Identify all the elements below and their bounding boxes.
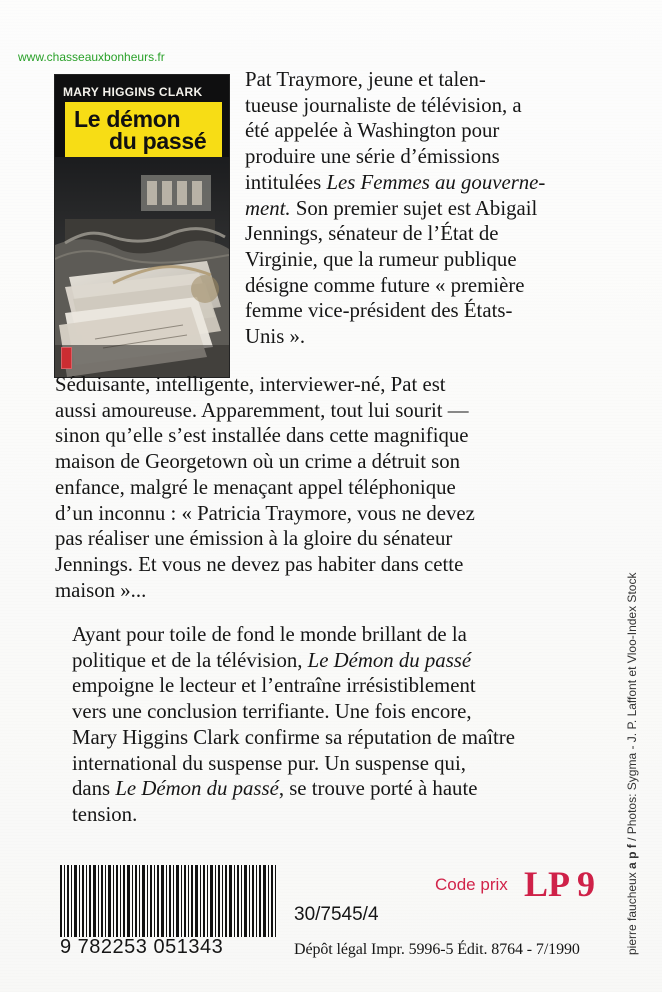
cover-title-box: [65, 102, 222, 158]
blurb-paragraph-2: [55, 372, 615, 603]
price-code-label: Code prix: [435, 875, 508, 894]
legal-deposit: Dépôt légal Impr. 5996-5 Édit. 8764 - 7/1990: [294, 941, 580, 958]
blurb-line: tension.: [72, 802, 138, 826]
cover-title-line-2: du passé: [109, 128, 207, 154]
blurb-line: maison »...: [55, 578, 147, 602]
blurb-line: international du suspense pur. Un suspense qui,: [72, 751, 466, 775]
blurb-line: Jennings. Et vous ne devez pas habiter dans cette: [55, 552, 464, 576]
cover-author: MARY HIGGINS CLARK: [63, 85, 203, 99]
barcode-bars: [60, 865, 278, 937]
barcode-number: 9 782253 051343: [60, 936, 224, 958]
blurb-paragraph-3: [72, 622, 615, 828]
price-code-value: LP 9: [524, 864, 596, 904]
cover-title-line-1: Le démon: [74, 106, 181, 132]
blurb-line: Pat Traymore, jeune et talen-: [245, 68, 486, 91]
blurb-line: Ayant pour toile de fond le monde brillant de la: [72, 623, 467, 646]
blurb-line: aussi amoureuse. Apparemment, tout lui sourit —: [55, 398, 469, 422]
blurb-line: enfance, malgré le menaçant appel téléphonique: [55, 475, 456, 499]
blurb-line: tueuse journaliste de télévision, a: [245, 93, 522, 117]
cover-illustration: [55, 157, 229, 377]
blurb-paragraph-1: [245, 67, 615, 350]
blurb-line: désigne comme future « première: [245, 273, 525, 297]
book-series-title-end: ment.: [245, 196, 291, 220]
blurb-line: d’un inconnu : « Patricia Traymore, vous ne devez: [55, 501, 475, 525]
watermark-url: www.chasseauxbonheurs.fr: [18, 50, 165, 64]
blurb-line: sinon qu’elle s’est installée dans cette magnifique: [55, 424, 469, 448]
photo-credits: [625, 573, 639, 955]
blurb-line: Unis ».: [245, 325, 306, 349]
catalog-number: 30/7545/4: [294, 904, 379, 925]
blurb-fragment: Son premier sujet est Abigail: [290, 196, 538, 220]
blurb-line: [245, 196, 615, 222]
blurb-line: produire une série d’émissions: [245, 145, 500, 169]
barcode: [60, 865, 278, 957]
blurb-fragment: dans: [72, 777, 116, 801]
blurb-line: Séduisante, intelligente, interviewer-né, Pat est: [55, 373, 446, 396]
publisher-logo-icon: [61, 347, 72, 369]
blurb-line: femme vice-président des États-: [245, 299, 513, 323]
credit-prefix: pierre faucheux: [625, 872, 639, 955]
blurb-fragment: intitulées: [245, 170, 327, 194]
blurb-fragment: , se trouve porté à haute: [278, 777, 478, 801]
credit-brand: a p f: [625, 844, 639, 869]
book-title-italic: Le Démon du passé: [115, 777, 279, 801]
book-series-title: Les Femmes au gouverne-: [326, 170, 546, 194]
book-cover-thumbnail: [55, 75, 229, 377]
blurb-line: empoigne le lecteur et l’entraîne irrésistiblement: [72, 674, 476, 698]
blurb-line: [72, 776, 615, 802]
blurb-line: été appelée à Washington pour: [245, 119, 500, 143]
blurb-line: Mary Higgins Clark confirme sa réputation de maître: [72, 725, 515, 749]
blurb-fragment: politique et de la télévision,: [72, 648, 308, 672]
blurb-line: maison de Georgetown où un crime a détruit son: [55, 450, 461, 474]
blurb-line: vers une conclusion terrifiante. Une fois encore,: [72, 700, 472, 724]
blurb-line: [72, 648, 615, 674]
credit-suffix: / Photos: Sygma - J. P. Laffont et Vloo-Index Stock: [625, 572, 639, 841]
blurb-line: pas réaliser une émission à la gloire du sénateur: [55, 527, 453, 551]
book-title-italic: Le Démon du passé: [307, 648, 472, 672]
blurb-line: [245, 170, 615, 196]
blurb-line: Jennings, sénateur de l’État de: [245, 222, 499, 246]
blurb-line: Virginie, que la rumeur publique: [245, 247, 517, 271]
